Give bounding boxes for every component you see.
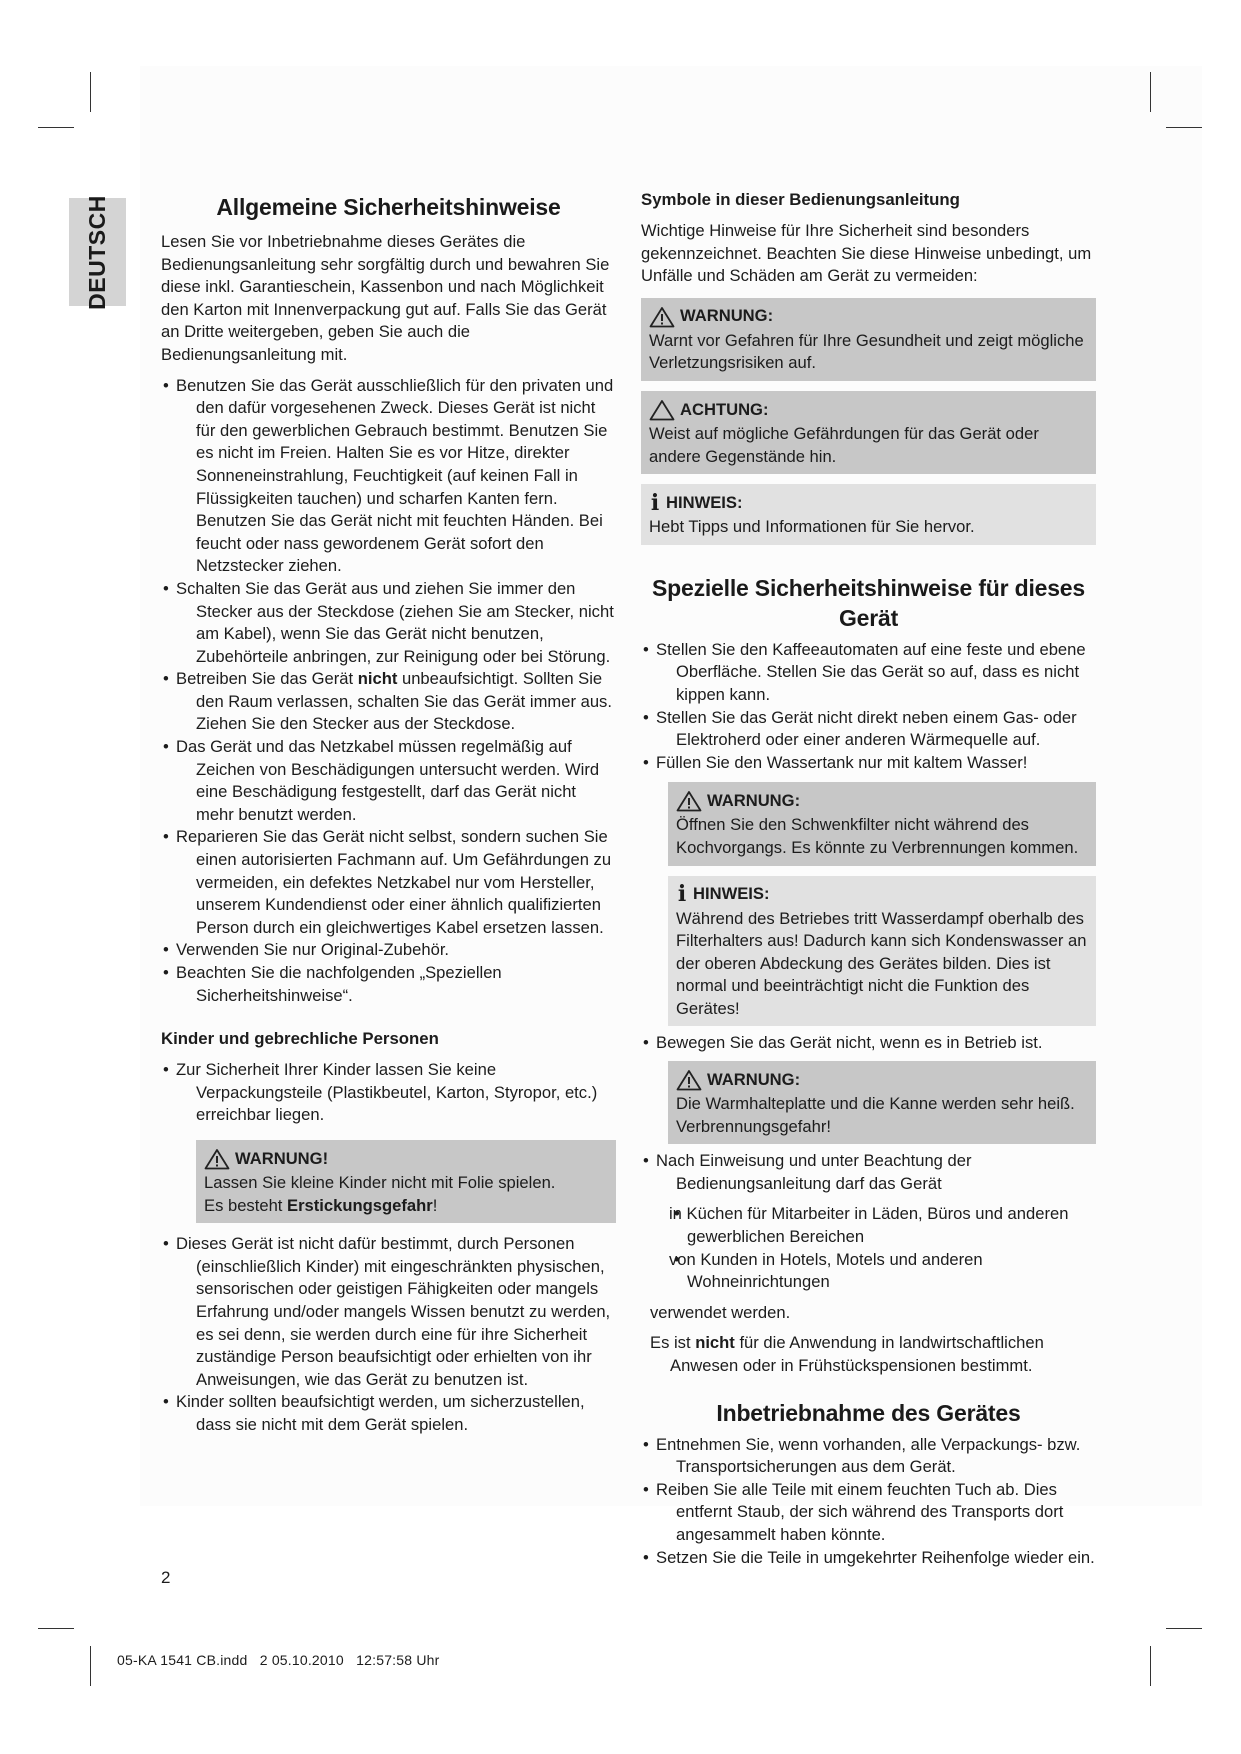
list-item: • Schalten Sie das Gerät aus und ziehen Sie immer den Stecker aus der Steckdose (ziehen Sie am Stecker, nicht am Kabel), wenn Sie das Gerät nicht benutzen, Zubehörteile anbringen, zur Reinigung oder bei Störung. [161, 578, 616, 668]
caution-triangle-icon [649, 399, 675, 421]
caution-box-symbol: ACHTUNG: Weist auf mögliche Gefährdungen für das Gerät oder andere Gegenstände hin. [641, 391, 1096, 474]
intro-paragraph: Lesen Sie vor Inbetriebnahme dieses Gerätes die Bedienungsanleitung sehr sorgfältig durch und bewahren Sie diese inkl. Garantieschein, Kassenbon und nach Möglichkeit den Karton mit Innenverpackung gut auf. Falls Sie das Gerät an Dritte weitergeben, geben Sie auch die Bedienungsanleitung mit. [161, 232, 610, 364]
list-item: • Stellen Sie das Gerät nicht direkt neben einem Gas- oder Elektroherd oder einer anderen Wärmequelle auf. [641, 707, 1096, 752]
page-number: 2 [161, 1568, 171, 1587]
list-item: • in Küchen für Mitarbeiter in Läden, Büros und anderen gewerblichen Bereichen [641, 1203, 1096, 1248]
children-list-2 [161, 1233, 616, 1436]
list-item: • Reiben Sie alle Teile mit einem feuchten Tuch ab. Dies entfernt Staub, der sich während des Transports dort angesammelt haben könnte. [641, 1479, 1096, 1547]
list-item: • Reparieren Sie das Gerät nicht selbst, sondern suchen Sie einen autorisierten Fachmann auf. Um Gefährdungen zu vermeiden, ein defektes Netzkabel nur vom Hersteller, unserem Kundendienst oder einer ähnlich qualifizierten Person durch ein gleichwertiges Kabel ersetzen lassen. [161, 826, 616, 939]
list-item: • Setzen Sie die Teile in umgekehrter Reihenfolge wieder ein. [641, 1547, 1096, 1570]
list-item: • Füllen Sie den Wassertank nur mit kaltem Wasser! [641, 752, 1096, 775]
left-column [161, 192, 616, 1437]
usage-sub-list [641, 1203, 1096, 1293]
special-safety-list [641, 639, 1096, 775]
list-item: • Kinder sollten beaufsichtigt werden, um sicherzustellen, dass sie nicht mit dem Gerät spielen. [161, 1391, 616, 1436]
crop-mark [38, 1628, 74, 1629]
warning-title: WARNUNG! [235, 1148, 329, 1168]
warning-box-filter: WARNUNG: Öffnen Sie den Schwenkfilter nicht während des Kochvorgangs. Es könnte zu Verbrennungen kommen. [668, 782, 1096, 865]
warning-box-hot: WARNUNG: Die Warmhalteplatte und die Kanne werden sehr heiß. Verbrennungsgefahr! [668, 1061, 1096, 1144]
crop-mark [1166, 1628, 1202, 1629]
crop-mark [90, 72, 91, 112]
list-item: • Betreiben Sie das Gerät nicht unbeaufsichtigt. Sollten Sie den Raum verlassen, schalten Sie das Gerät immer aus. Ziehen Sie den Stecker aus der Steckdose. [161, 668, 616, 736]
section-title-general-safety: Allgemeine Sicherheitshinweise [216, 194, 561, 220]
list-item: • Bewegen Sie das Gerät nicht, wenn es in Betrieb ist. [641, 1032, 1096, 1055]
info-icon: i [677, 881, 687, 908]
warning-triangle-icon [204, 1148, 230, 1170]
list-item: • Zur Sicherheit Ihrer Kinder lassen Sie keine Verpackungsteile (Plastikbeutel, Karton, Styropor, etc.) erreichbar liegen. [161, 1059, 616, 1127]
warning-triangle-icon [676, 1069, 702, 1091]
warning-triangle-icon [649, 306, 675, 328]
list-item: • Verwenden Sie nur Original-Zubehör. [161, 939, 616, 962]
usage-restriction: Es ist nicht für die Anwendung in landwirtschaftlichen Anwesen oder in Frühstückspensionen bestimmt. [650, 1333, 1044, 1375]
info-icon: i [650, 489, 660, 516]
note-box-symbol: i HINWEIS: Hebt Tipps und Informationen für Sie hervor. [641, 484, 1096, 545]
warning-box-symbol: WARNUNG: Warnt vor Gefahren für Ihre Gesundheit und zeigt mögliche Verletzungsrisiken auf. [641, 298, 1096, 381]
list-item: • von Kunden in Hotels, Motels und anderen Wohneinrichtungen [641, 1249, 1096, 1294]
children-list [161, 1059, 616, 1127]
section-title-startup: Inbetriebnahme des Gerätes [716, 1399, 1021, 1426]
subsection-title-symbols: Symbole in dieser Bedienungsanleitung [641, 190, 960, 209]
list-item: • Benutzen Sie das Gerät ausschließlich für den privaten und den dafür vorgesehenen Zweck. Dieses Gerät ist nicht für den gewerblichen Gebrauch bestimmt. Benutzen Sie es nicht im Freien. Halten Sie es vor Hitze, direkter Sonneneinstrahlung, Feuchtigkeit (auf keinen Fall in Flüssigkeiten tauchen) und scharfen Kanten fern. Benutzen Sie das Gerät nicht mit feuchten Händen. Bei feucht oder nass gewordenem Gerät sofort den Netzstecker ziehen. [161, 375, 616, 578]
crop-mark [1150, 1646, 1151, 1686]
crop-mark [1150, 72, 1151, 112]
section-title-special-safety: Spezielle Sicherheitshinweise für dieses Gerät [651, 574, 1085, 631]
list-item: • Entnehmen Sie, wenn vorhanden, alle Verpackungs- bzw. Transportsicherungen aus dem Gerät. [641, 1434, 1096, 1479]
list-item: • Dieses Gerät ist nicht dafür bestimmt, durch Personen (einschließlich Kinder) mit eingeschränkten physischen, sensorischen oder geistigen Fähigkeiten oder mangels Erfahrung und/oder mangels Wissen benutzt zu werden, es sei denn, sie werden durch eine für ihre Sicherheit zuständige Person beaufsichtigt oder erhielten von ihr Anweisungen, wie das Gerät zu benutzen ist. [161, 1233, 616, 1391]
note-box-steam: i HINWEIS: Während des Betriebes tritt Wasserdampf oberhalb des Filterhalters aus! Dadurch kann sich Kondenswasser an der oberen Abdeckung des Gerätes bilden. Dies ist normal und beeinträchtigt nicht die Funktion des Gerätes! [668, 876, 1096, 1027]
language-tab: DEUTSCH [69, 198, 126, 306]
warning-triangle-icon [676, 790, 702, 812]
list-item: • Das Gerät und das Netzkabel müssen regelmäßig auf Zeichen von Beschädigungen untersucht werden. Wird eine Beschädigung festgestellt, darf das Gerät nicht mehr benutzt werden. [161, 736, 616, 826]
list-item: • Nach Einweisung und unter Beachtung der Bedienungsanleitung darf das Gerät [641, 1150, 1096, 1195]
usage-list [641, 1150, 1096, 1195]
startup-list [641, 1434, 1096, 1570]
general-safety-list [161, 375, 616, 1008]
warning-text: Lassen Sie kleine Kinder nicht mit Folie spielen. [204, 1172, 556, 1192]
crop-mark [1166, 127, 1202, 128]
crop-mark [38, 127, 74, 128]
list-item: • Beachten Sie die nachfolgenden „Speziellen Sicherheitshinweise“. [161, 962, 616, 1007]
list-item: • Stellen Sie den Kaffeeautomaten auf eine feste und ebene Oberfläche. Stellen Sie das Gerät so auf, dass es nicht kippen kann. [641, 639, 1096, 707]
crop-mark [90, 1646, 91, 1686]
print-file-info: 05-KA 1541 CB.indd 2 05.10.2010 12:57:58 Uhr [117, 1652, 440, 1668]
right-column [641, 192, 1096, 1569]
operation-list [641, 1032, 1096, 1055]
symbols-intro: Wichtige Hinweise für Ihre Sicherheit sind besonders gekennzeichnet. Beachten Sie diese Hinweise unbedingt, um Unfälle und Schäden am Gerät zu vermeiden: [641, 221, 1092, 286]
subsection-title-children: Kinder und gebrechliche Personen [161, 1029, 439, 1049]
warning-box-children: WARNUNG! Lassen Sie kleine Kinder nicht mit Folie spielen. Es besteht Erstickungsgefahr! [196, 1140, 616, 1223]
usage-note: verwendet werden. [650, 1302, 791, 1322]
